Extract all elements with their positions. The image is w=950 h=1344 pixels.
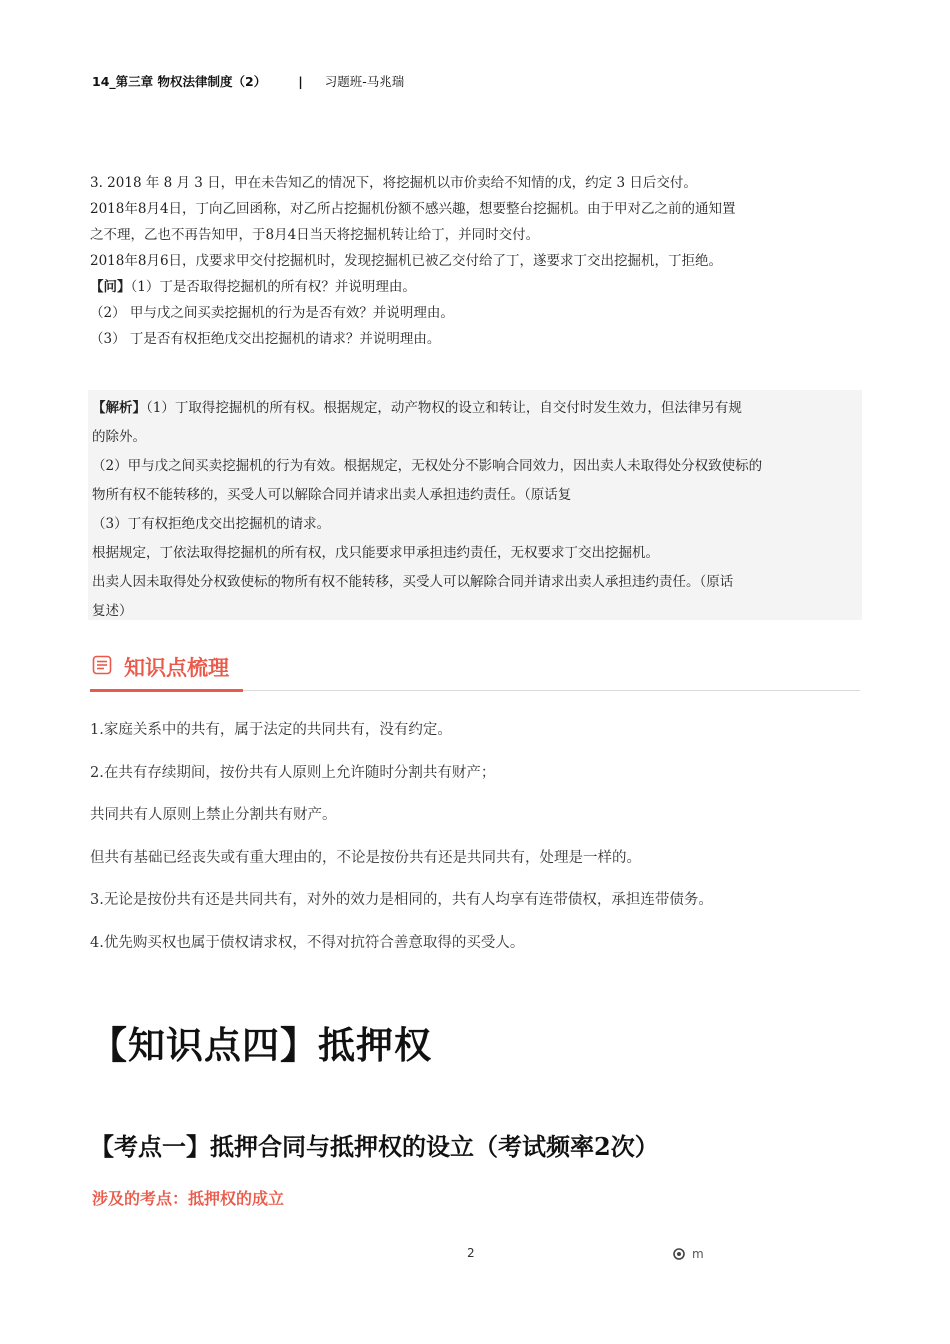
summary-point: 但共有基础已经丧失或有重大理由的，不论是按份共有还是共同共有，处理是一样的。 — [90, 849, 641, 866]
analysis-line: 物所有权不能转移的，买受人可以解除合同并请求出卖人承担违约责任。（原话复 — [92, 487, 572, 503]
ask-label: 【问】 — [90, 279, 131, 295]
summary-point: 共同共有人原则上禁止分割共有财产。 — [90, 807, 337, 823]
question-line: 3. 2018 年 8 月 3 日，甲在未告知乙的情况下，将挖掘机以市价卖给不知情的戊，约定 3 日后交付。 — [90, 175, 697, 191]
analysis-first: （1）丁取得挖掘机的所有权。根据规定，动产物权的设立和转让，自交付时发生效力，但法律另有规 — [146, 400, 742, 416]
list-icon — [92, 655, 112, 675]
analysis-line: （3）丁有权拒绝戊交出挖掘机的请求。 — [92, 516, 331, 532]
summary-section-header — [90, 650, 860, 691]
page-header — [92, 72, 404, 90]
header-separator: | — [298, 74, 303, 89]
question-ask — [90, 274, 860, 300]
question-block — [90, 170, 860, 352]
ask-item-1: （1）丁是否取得挖掘机的所有权？并说明理由。 — [130, 279, 416, 295]
ask-item-3: （3） 丁是否有权拒绝戊交出挖掘机的请求？并说明理由。 — [90, 331, 441, 347]
summary-point: 3.无论是按份共有还是共同共有，对外的效力是相同的，共有人均享有连带债权，承担连带债务。 — [90, 892, 713, 908]
ask-item-2: （2） 甲与戊之间买卖挖掘机的行为是否有效？并说明理由。 — [90, 305, 454, 321]
analysis-line: （2）甲与戊之间买卖挖掘机的行为有效。根据规定，无权处分不影响合同效力，因出卖人未取得处分权致使标的 — [92, 458, 763, 474]
summary-point: 2.在共有存续期间，按份共有人原则上允许随时分割共有财产； — [90, 764, 496, 781]
analysis-line: 的除外。 — [92, 429, 146, 445]
question-line: 2018年8月6日，戊要求甲交付挖掘机时，发现挖掘机已被乙交付给了丁，遂要求丁交出挖掘机，丁拒绝。 — [90, 253, 723, 269]
analysis-line: 复述） — [92, 603, 133, 619]
question-line: 2018年8月4日，丁向乙回函称，对乙所占挖掘机份额不感兴趣，想要整台挖掘机。由于甲对乙之前的通知置 — [90, 201, 736, 217]
footer-logo — [673, 1247, 704, 1261]
eye-logo-icon — [673, 1248, 687, 1260]
header-chapter: 14_第三章 物权法律制度（2） — [92, 74, 267, 89]
footer-logo-text: m — [692, 1247, 704, 1261]
question-line: 之不理，乙也不再告知甲，于8月4日当天将挖掘机转让给丁，并同时交付。 — [90, 227, 540, 243]
analysis-line: 出卖人因未取得处分权致使标的物所有权不能转移，买受人可以解除合同并请求出卖人承担违约责任。（原话 — [92, 574, 734, 590]
analysis-box — [88, 390, 862, 620]
summary-point: 1.家庭关系中的共有，属于法定的共同共有，没有约定。 — [90, 722, 452, 738]
exam-point-heading: 【考点一】抵押合同与抵押权的设立（考试频率2次） — [90, 1132, 659, 1161]
analysis-line: 根据规定，丁依法取得挖掘机的所有权，戊只能要求甲承担违约责任，无权要求丁交出挖掘机。 — [92, 545, 659, 561]
related-points-heading: 涉及的考点：抵押权的成立 — [92, 1189, 285, 1208]
summary-title-underline — [90, 689, 243, 692]
summary-points — [90, 717, 860, 972]
analysis-line — [92, 394, 856, 423]
analysis-label: 【解析】 — [92, 400, 146, 416]
header-course: 习题班-马兆瑞 — [324, 74, 405, 89]
knowledge-point-heading: 【知识点四】抵押权 — [90, 1023, 432, 1067]
summary-title: 知识点梳理 — [124, 655, 229, 680]
page-number: 2 — [467, 1246, 475, 1260]
summary-point: 4.优先购买权也属于债权请求权，不得对抗符合善意取得的买受人。 — [90, 934, 525, 951]
